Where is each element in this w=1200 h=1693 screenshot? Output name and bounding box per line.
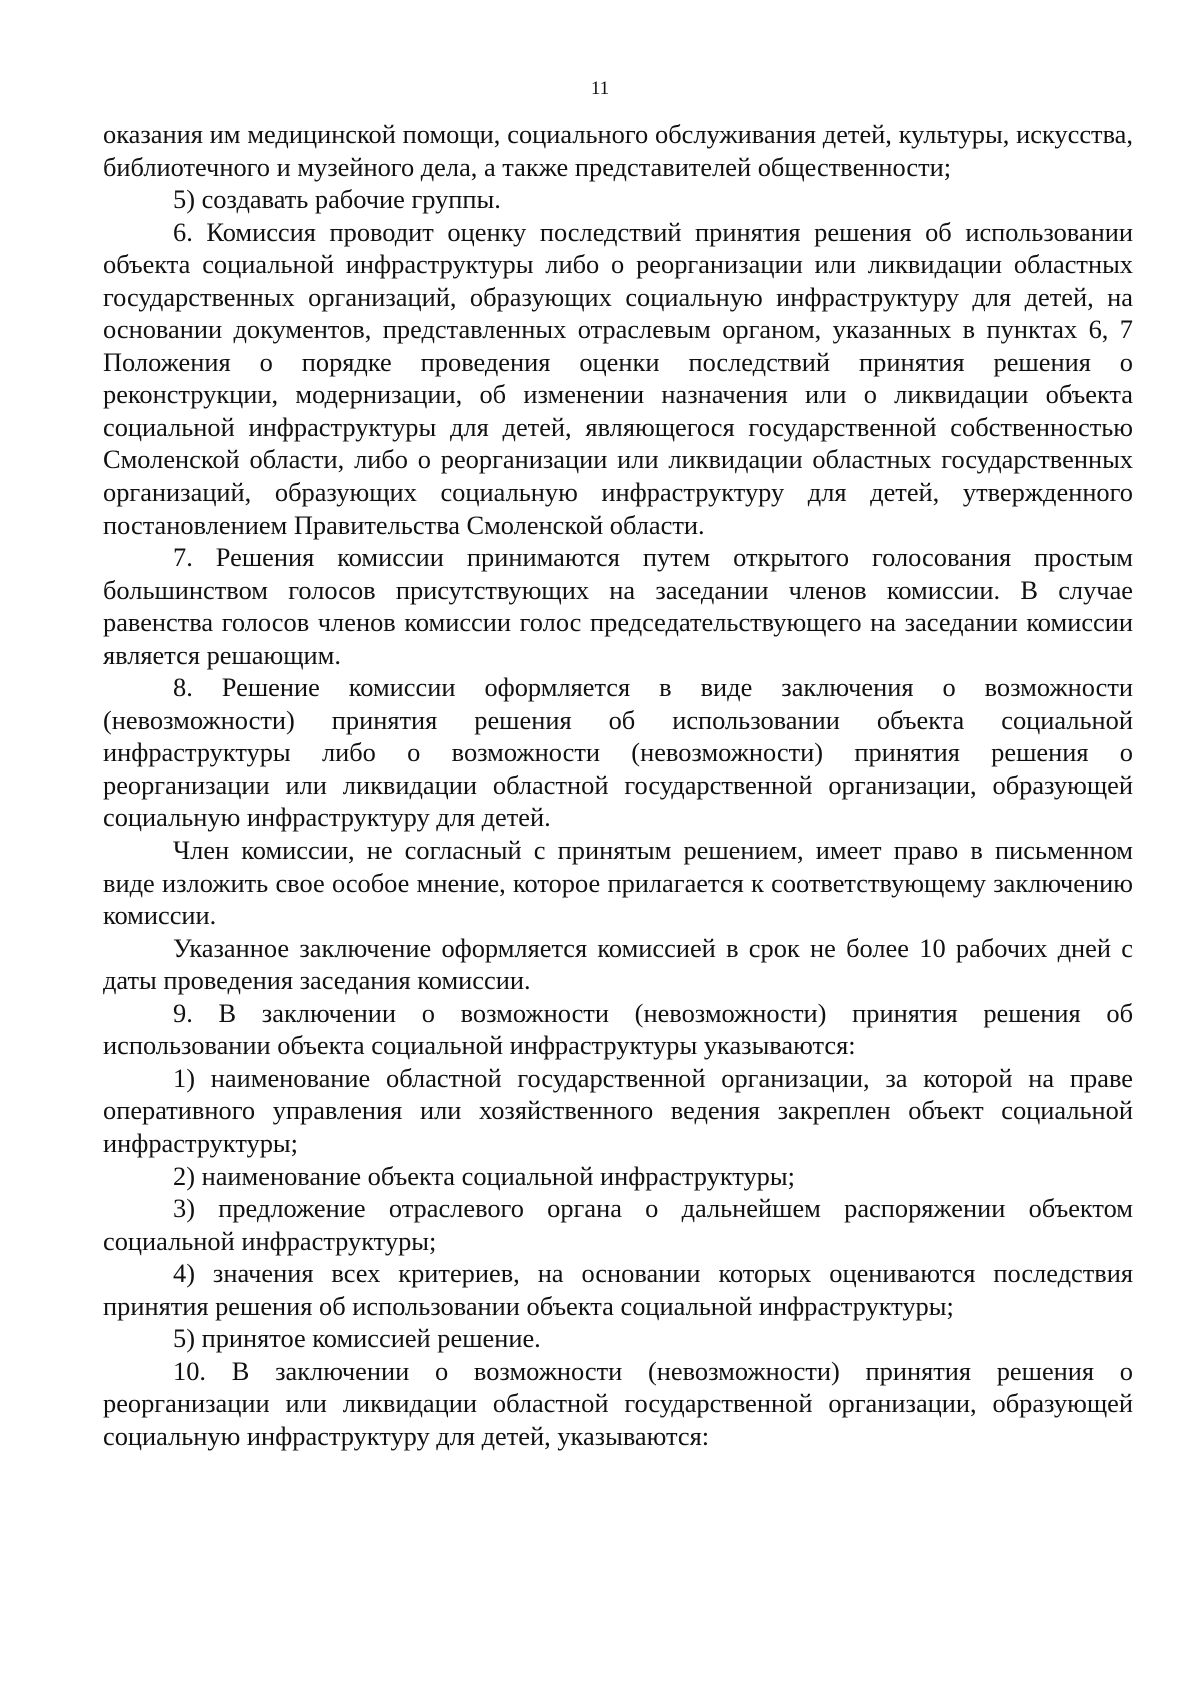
paragraph: 6. Комиссия проводит оценку последствий принятия решения об использовании объекта социальной инфраструктуры либо о реорганизации или ликвидации областных государственных организаций, образующих социальную инфраструктуру для детей, на основании документов, представленных отраслевым органом, указанных в пунктах 6, 7 Положения о порядке проведения оценки последствий принятия решения о реконструкции, модернизации, об изменении назначения или о ликвидации объекта социальной инфраструктуры для детей, являющегося государственной собственностью Смоленской области, либо о реорганизации или ликвидации областных государственных организаций, образующих социальную инфраструктуру для детей, утвержденного постановлением Правительства Смоленской области. xyxy=(103,216,1133,540)
paragraph: 3) предложение отраслевого органа о дальнейшем распоряжении объектом социальной инфраструктуры; xyxy=(103,1193,1133,1256)
document-body xyxy=(103,118,1133,1452)
paragraph: 5) принятое комиссией решение. xyxy=(173,1323,541,1354)
page-number: 11 xyxy=(590,78,610,99)
paragraph: 2) наименование объекта социальной инфраструктуры; xyxy=(173,1160,795,1191)
paragraph: оказания им медицинской помощи, социального обслуживания детей, культуры, искусства, библиотечного и музейного дела, а также представителей общественности; xyxy=(103,119,1133,182)
paragraph: 10. В заключении о возможности (невозможности) принятия решения о реорганизации или ликвидации областной государственной организации, образующей социальную инфраструктуру для детей, указываются: xyxy=(103,1355,1133,1451)
paragraph: 8. Решение комиссии оформляется в виде заключения о возможности (невозможности) принятия решения об использовании объекта социальной инфраструктуры либо о возможности (невозможности) принятия решения о реорганизации или ликвидации областной государственной организации, образующей социальную инфраструктуру для детей. xyxy=(103,672,1133,833)
paragraph: 1) наименование областной государственной организации, за которой на праве оперативного управления или хозяйственного ведения закреплен объект социальной инфраструктуры; xyxy=(103,1062,1133,1158)
paragraph: Член комиссии, не согласный с принятым решением, имеет право в письменном виде изложить свое особое мнение, которое прилагается к соответствующему заключению комиссии. xyxy=(103,835,1133,931)
paragraph: 5) создавать рабочие группы. xyxy=(173,184,501,215)
paragraph: Указанное заключение оформляется комиссией в срок не более 10 рабочих дней с даты проведения заседания комиссии. xyxy=(103,932,1133,996)
paragraph: 4) значения всех критериев, на основании которых оцениваются последствия принятия решения об использовании объекта социальной инфраструктуры; xyxy=(103,1258,1133,1321)
paragraph: 7. Решения комиссии принимаются путем открытого голосования простым большинством голосов присутствующих на заседании членов комиссии. В случае равенства голосов членов комиссии голос председательствующего на заседании комиссии является решающим. xyxy=(103,542,1133,670)
paragraph: 9. В заключении о возможности (невозможности) принятия решения об использовании объекта социальной инфраструктуры указываются: xyxy=(103,997,1133,1061)
